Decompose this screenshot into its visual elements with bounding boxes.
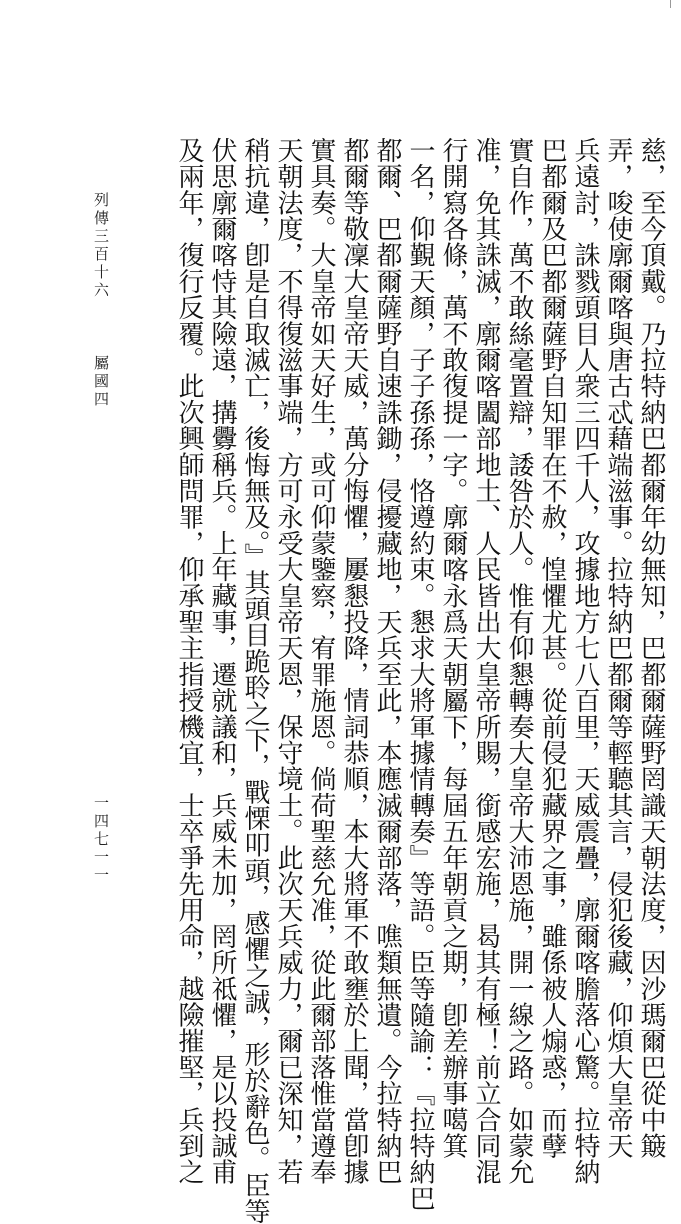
text-column-8: 一名，仰覲天顏，子子孫孫，恪遵約束。懇求大將軍據情轉奏』等語。臣等隨諭：『拉特納巴 bbox=[405, 137, 435, 1212]
text-column-4: 巴都爾及巴都爾薩野自知罪在不赦，惶懼尤甚。從前侵犯藏界之事，雖係被人煽惑，而孽 bbox=[537, 137, 567, 1159]
page-edge-mark bbox=[670, 0, 671, 8]
text-column-12: 天朝法度，不得復滋事端，方可永受大皇帝天恩，保守境土。此次天兵威力，爾已深知，若 bbox=[273, 137, 303, 1185]
text-column-10: 都爾等敬凜大皇帝天威，萬分悔懼，屢懇投降，情詞恭順，本大將軍不敢壅於上聞，當卽據 bbox=[339, 137, 369, 1185]
text-column-5: 實自作，萬不敢絲毫置辯，諉咎於人。惟有仰懇轉奏大皇帝大沛恩施，開一線之路。如蒙允 bbox=[504, 137, 534, 1185]
text-column-13: 稍抗違，卽是自取滅亡，後悔無及。』其頭目跪聆之下，戰慄叩頭，感懼之誠，形於辭色。臣等 bbox=[240, 137, 270, 1224]
text-column-2: 弄，唆使廓爾喀與唐古忒藉端滋事。拉特納巴都爾等輕聽其言，侵犯後藏，仰煩大皇帝天 bbox=[603, 137, 633, 1159]
text-column-14: 伏思廓爾喀恃其險遠，搆釁稱兵。上年藏事，遷就議和，兵威未加，罔所祗懼，是以投誠甫 bbox=[207, 137, 237, 1185]
text-column-3: 兵遠討，誅戮頭目人衆三四千人，攻據地方七八百里，天威震疊，廓爾喀膽落心驚。拉特納 bbox=[570, 137, 600, 1185]
page-number: 一四七一一 bbox=[92, 795, 110, 885]
text-column-15: 及兩年，復行反覆。此次興師問罪，仰承聖主指授機宜，士卒爭先用命，越險摧堅，兵到之 bbox=[174, 137, 204, 1185]
running-header: 列傳三百十六 bbox=[92, 192, 110, 300]
section-label: 屬國四 bbox=[92, 355, 110, 409]
text-column-6: 准，免其誅滅，廓爾喀闔部地土、人民皆出大皇帝所賜，銜感宏施，曷其有極！前立合同混 bbox=[471, 137, 501, 1185]
text-column-7: 行開寫各條，萬不敢復提一字。廓爾喀永爲天朝屬下，每屆五年朝貢之期，卽差辦事噶箕 bbox=[438, 137, 468, 1159]
text-column-9: 都爾、巴都爾薩野自速誅鋤，侵擾藏地，天兵至此，本應滅爾部落，噍類無遺。今拉特納巴 bbox=[372, 137, 402, 1185]
text-column-11: 實具奏。大皇帝如天好生，或可仰蒙鑒察，宥罪施恩。倘荷聖慈允准，從此爾部落惟當遵奉 bbox=[306, 137, 336, 1185]
text-column-1: 慈，至今頂戴。乃拉特納巴都爾年幼無知，巴都爾薩野罔識天朝法度，因沙瑪爾巴從中簸 bbox=[636, 137, 666, 1159]
